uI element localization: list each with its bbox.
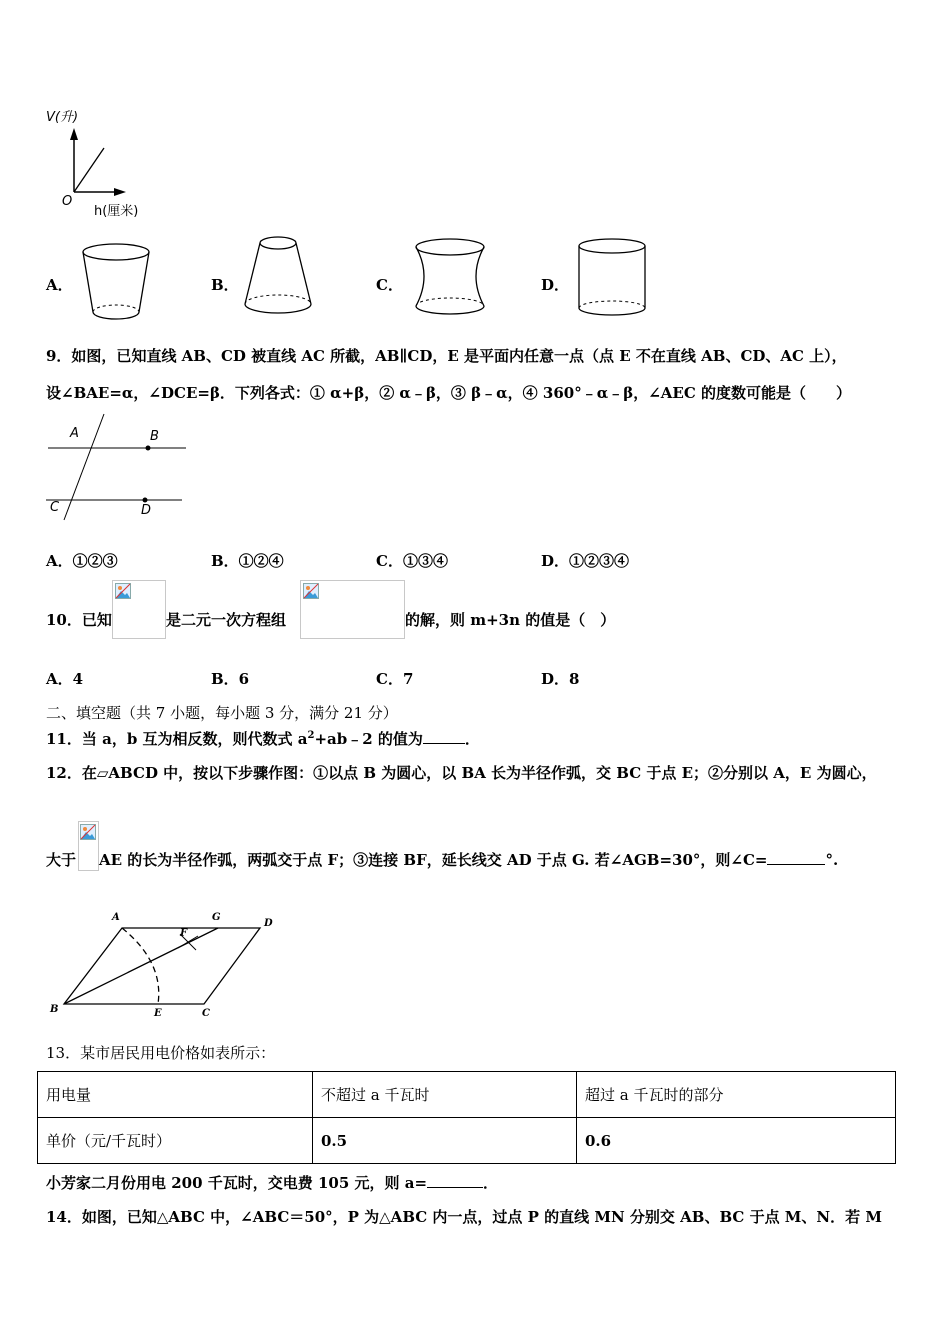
q12-line-2-end: °. <box>825 851 839 869</box>
q13-title: 13．某市居民用电价格如表所示： <box>46 1044 276 1062</box>
q10-prefix: 10．已知 <box>46 611 112 629</box>
table-header-cell: 超过 a 千瓦时的部分 <box>577 1072 896 1118</box>
q11-answer-blank[interactable] <box>423 742 465 744</box>
fig9-label-b: B <box>150 429 159 444</box>
table-cell: 单价（元/千瓦时） <box>38 1118 313 1164</box>
parallelogram-figure <box>46 910 278 1022</box>
parallel-lines-figure <box>44 412 190 522</box>
fig12-label-a: A <box>112 912 120 923</box>
container-c-figure <box>410 236 490 320</box>
fig9-label-d: D <box>141 503 152 518</box>
table-row <box>38 1118 896 1164</box>
fig12-label-f: F <box>180 928 188 939</box>
q11-superscript: 2 <box>307 730 315 741</box>
fig9-label-a: A <box>70 426 79 441</box>
fig12-label-d: D <box>264 918 273 929</box>
q8-option-d-label: D． <box>541 276 570 294</box>
q12-line-2-prefix: 大于 <box>46 851 77 869</box>
q10-middle: 是二元一次方程组 <box>166 611 287 629</box>
q14-line-1: 14．如图，已知△ABC 中，∠ABC＝50°，P 为△ABC 内一点，过点 P 的直线 MN 分别交 AB、BC 于点 M、N．若 M <box>46 1208 882 1226</box>
q12-line-2-text <box>99 849 838 870</box>
q13-after-end: ． <box>483 1174 499 1192</box>
q13-after: 小芳家二月份用电 200 千瓦时，交电费 105 元，则 a= <box>46 1174 428 1192</box>
graph-origin-label: O <box>62 194 73 209</box>
fig9-label-c: C <box>50 500 60 515</box>
table-header-cell: 用电量 <box>38 1072 313 1118</box>
q9-option-c: C．①③④ <box>376 552 448 570</box>
table-header-cell: 不超过 a 千瓦时 <box>313 1072 577 1118</box>
fig12-label-g: G <box>212 912 221 923</box>
q10-option-c: C．7 <box>376 670 414 688</box>
section-2-heading: 二、填空题（共 7 小题，每小题 3 分，满分 21 分） <box>46 704 398 722</box>
parallelogram-svg <box>46 910 278 1022</box>
table-cell: 0.6 <box>577 1118 896 1164</box>
volume-height-graph <box>44 104 154 220</box>
broken-image-icon <box>303 583 319 599</box>
q11-before: 11．当 a，b 互为相反数，则代数式 a <box>46 730 308 748</box>
electricity-price-table <box>37 1071 896 1164</box>
graph-x-label: h(厘米) <box>94 204 139 219</box>
q10-option-a: A．4 <box>46 670 84 688</box>
q8-option-b-label: B． <box>211 276 239 294</box>
q9-option-b: B．①②④ <box>211 552 284 570</box>
container-b-figure <box>242 234 314 318</box>
q9-line-2: 设∠BAE=α，∠DCE=β．下列各式：① α+β，② α﹣β，③ β﹣α，④ 360°﹣α﹣β，∠AEC 的度数可能是（ ） <box>46 384 851 402</box>
container-a-figure <box>80 242 152 324</box>
q8-option-a-label: A． <box>46 276 73 294</box>
q10-suffix: 的解，则 m+3n 的值是（ ） <box>405 611 616 629</box>
q12-answer-blank[interactable] <box>767 863 825 865</box>
q12-fraction-image <box>78 821 99 871</box>
q12-line-1: 12．在▱ABCD 中，按以下步骤作图：①以点 B 为圆心，以 BA 长为半径作弧，交 BC 于点 E；②分别以 A，E 为圆心， <box>46 764 877 782</box>
q10-system-image <box>300 580 405 639</box>
q9-option-d: D．①②③④ <box>541 552 630 570</box>
q9-option-a: A．①②③ <box>46 552 118 570</box>
q13-after-line <box>46 1172 498 1193</box>
parallel-lines-svg <box>44 412 190 522</box>
q11-after: +ab﹣2 的值为 <box>314 730 423 748</box>
q11-line <box>46 728 480 749</box>
q10-option-b: B．6 <box>211 670 250 688</box>
q10-solution-image <box>112 580 166 639</box>
broken-image-icon <box>80 824 96 840</box>
graph-y-label: V(升) <box>46 110 79 125</box>
fig12-label-e: E <box>154 1008 162 1019</box>
q11-end: ． <box>464 730 480 748</box>
q9-line-1: 9．如图，已知直线 AB、CD 被直线 AC 所截，AB∥CD，E 是平面内任意一点（点 E 不在直线 AB、CD、AC 上）， <box>46 347 847 365</box>
table-header-row <box>38 1072 896 1118</box>
q8-option-c-label: C． <box>376 276 403 294</box>
fig12-label-c: C <box>202 1008 210 1019</box>
broken-image-icon <box>115 583 131 599</box>
fig12-label-b: B <box>50 1004 59 1015</box>
q13-answer-blank[interactable] <box>427 1186 483 1188</box>
q10-option-d: D．8 <box>541 670 580 688</box>
table-cell: 0.5 <box>313 1118 577 1164</box>
container-d-figure <box>574 236 650 322</box>
q12-line-2-rest: AE 的长为半径作弧，两弧交于点 F；③连接 BF，延长线交 AD 于点 G. 若∠AGB=30°，则∠C= <box>99 851 768 869</box>
